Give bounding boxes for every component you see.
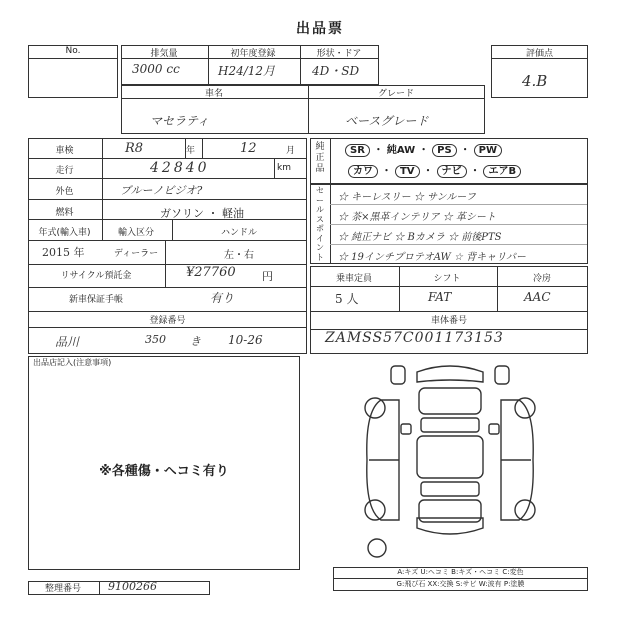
diagram-hood <box>419 388 481 414</box>
handle-label: ハンドル <box>220 228 257 238</box>
pw-option: PW <box>474 144 502 157</box>
exterior-label: 外色 <box>55 187 74 197</box>
mileage-unit: km <box>277 163 291 173</box>
diagram-left-front-wheel <box>365 398 385 418</box>
inspection-month: 12 <box>240 141 257 156</box>
mileage-label: 走行 <box>55 166 74 176</box>
chassis-value: ZAMSS57C001173153 <box>325 330 504 346</box>
year-value: 2015 年 <box>42 246 85 259</box>
control-number-value: 9100266 <box>108 580 157 593</box>
diagram-trunk <box>419 500 481 522</box>
legend-line-1: A:キズ U:ヘコミ B:キズ・ヘコミ C:変色 <box>397 568 524 576</box>
fuel-label: 燃料 <box>55 208 74 218</box>
inspection-year: R8 <box>125 141 144 156</box>
tv-option: TV <box>395 165 420 178</box>
equipment-row-2: カワ ・ TV ・ ナビ ・ エアB <box>348 162 521 177</box>
legend-line-2: G:飛び石 XX:交換 S:サビ W:波有 P:塗膜 <box>396 580 525 588</box>
shift-value: FAT <box>428 290 452 304</box>
recycle-unit: 円 <box>262 270 273 283</box>
inspection-month-unit: 月 <box>286 146 296 156</box>
ac-value: AAC <box>524 290 551 304</box>
warranty-label: 新車保証手帳 <box>68 295 123 305</box>
fuel-options: ガソリン ・ 軽油 <box>160 207 244 220</box>
control-number-label: 整理番号 <box>44 584 81 594</box>
rating-label: 評価点 <box>525 49 553 59</box>
reg-digits: 10-26 <box>228 333 263 347</box>
rating-value: 4.B <box>522 72 548 90</box>
diagram-right-front-wheel <box>515 398 535 418</box>
alloy-wheel-option: 純AW <box>386 145 416 156</box>
mileage-value: 42840 <box>150 160 210 176</box>
handle-value: 左・右 <box>224 250 254 261</box>
airbag-option: エアB <box>483 165 521 178</box>
displacement-value: 3000 cc <box>132 62 180 76</box>
grade-label: グレード <box>377 89 414 99</box>
navi-option: ナビ <box>437 165 467 178</box>
inspection-label: 車検 <box>55 146 74 156</box>
shift-label: シフト <box>433 274 461 284</box>
diagram-rear-bumper <box>417 518 483 534</box>
sales-points-side-label: セ ー ル ス ポ イ ン ト <box>316 186 324 262</box>
import-label: 輸入区分 <box>117 228 154 238</box>
sales-point-line-4: ☆ 19インチプロテオAW ☆ 背キャリパー <box>338 252 526 263</box>
capacity-value: 5 人 <box>335 292 359 306</box>
import-value: ディーラー <box>113 249 159 259</box>
diagram-left-rear-wheel <box>365 500 385 520</box>
reg-class: 350 <box>145 333 166 346</box>
year-label: 年式(輸入車) <box>38 228 91 238</box>
shape-label: 形状・ドア <box>316 49 362 59</box>
document-title: 出品票 <box>296 21 344 37</box>
no-label: No. <box>65 46 81 56</box>
car-name-label: 車名 <box>204 89 223 99</box>
exterior-value: ブルーノビジオ? <box>120 184 203 197</box>
grade-value: ベースグレード <box>345 114 429 128</box>
notes-label: 出品店記入(注意事項) <box>33 358 112 367</box>
capacity-label: 乗車定員 <box>335 274 372 284</box>
diagram-roof <box>417 436 483 478</box>
sr-option: SR <box>345 144 370 157</box>
shape-value: 4D・SD <box>312 64 360 78</box>
ac-label: 冷房 <box>532 274 551 284</box>
chassis-label: 車体番号 <box>430 316 467 326</box>
diagram-spare-tire <box>368 539 386 557</box>
recycle-value: ¥27760 <box>186 265 236 280</box>
reg-number-label: 登録番号 <box>149 316 186 326</box>
diagram-windshield <box>421 418 479 432</box>
sales-point-line-1: ☆ キーレスリー ☆ サンルーフ <box>338 192 476 203</box>
inspection-year-unit: 年 <box>186 146 196 156</box>
leather-option: カワ <box>348 165 378 178</box>
car-name-value: マセラティ <box>150 114 210 128</box>
first-reg-label: 初年度登録 <box>230 49 276 59</box>
diagram-right-rear-wheel <box>515 500 535 520</box>
first-reg-value: H24/12月 <box>218 64 276 78</box>
equipment-side-label: 純 正 品 <box>315 142 325 174</box>
notes-text: ※各種傷・ヘコミ有り <box>99 464 229 479</box>
reg-kana: き <box>190 335 201 348</box>
displacement-label: 排気量 <box>150 49 178 59</box>
diagram-front-bumper <box>417 366 483 382</box>
recycle-label: リサイクル預託金 <box>60 271 132 281</box>
equipment-row-1: SR ・ 純AW ・ PS ・ PW <box>345 141 502 156</box>
vehicle-damage-diagram <box>355 360 545 560</box>
ps-option: PS <box>432 144 457 157</box>
diagram-rear-window <box>421 482 479 496</box>
reg-area: 品川 <box>55 335 80 349</box>
sales-point-line-2: ☆ 茶×黒革インテリア ☆ 革シート <box>338 212 496 223</box>
sales-point-line-3: ☆ 純正ナビ ☆ Bカメラ ☆ 前後PTS <box>338 232 502 243</box>
warranty-value: 有り <box>210 291 235 305</box>
